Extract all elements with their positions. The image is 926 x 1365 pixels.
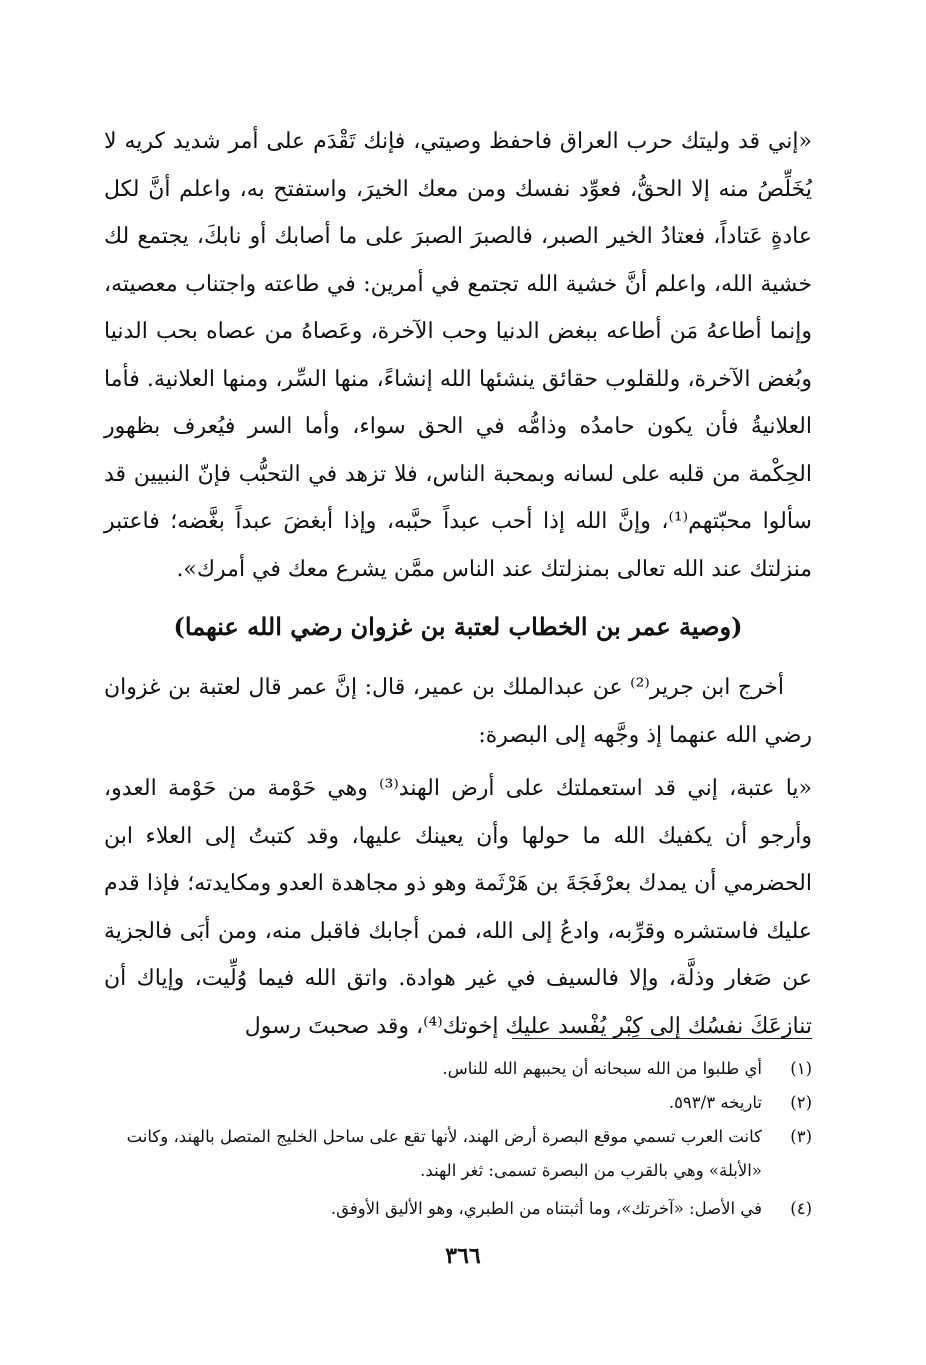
paragraph-umar-advice: «إني قد وليتك حرب العراق فاحفظ وصيتي، فإنك تَقْدَم على أمر شديد كريه لا يُخَلِّصُ منه إلا الحقُّ، فعوِّد نفسك ومن معك الخيرَ، واستفتح به، واعلم أنَّ لكل عادةٍ عَتاداً، فعتادُ الخير الصبر، فالصبرَ الصبرَ على ما أصابك أو نابكَ، يجتمع لك خشية الله، واعلم أنَّ خشية الله تجتمع في أمرين: في طاعته واجتناب معصيته، وإنما أطاعهُ مَن أطاعه ببغض الدنيا وحب الآخرة، وعَصاهُ من عصاه بحب الدنيا وبُغض الآخرة، وللقلوب حقائق ينشئها الله إنشاءً، منها السِّر، ومنها العلانية. فأما العلانيةُ فأن يكون حامدُه وذامُّه في الحق سواء، وأما السر فيُعرف بظهور الحِكْمة من قلبه على لسانه وبمحبة الناس، فلا تزهد في التحبُّب فإنّ النبيين قد سألوا محبّتهم⁽¹⁾، وإنَّ الله إذا أحب عبداً حبَّبه، وإذا أبغضَ عبداً بغَّضه؛ فاعتبر منزلتك عند الله تعالى بمنزلتك عند الناس ممَّن يشرع معك في أمرك». (104, 129, 812, 582)
footnote-text: تاريخه ٥٩٣/٣. (668, 1093, 762, 1112)
footnote-text: أي طلبوا من الله سبحانه أن يحببهم الله للناس. (442, 1059, 762, 1078)
footnote-2 (104, 1086, 812, 1120)
paragraph-utbah-advice: «يا عتبة، إني قد استعملتك على أرض الهند⁽³⁾ وهي حَوْمة من حَوْمة العدو، وأرجو أن يكفيك الله ما حولها وأن يعينك عليها، وقد كتبتُ إلى العلاء ابن الحضرمي أن يمدك بعرْفَجَةَ بن هَرْثَمة وهو ذو مجاهدة العدو ومكايدته؛ فإذا قدم عليك فاستشره وقرِّبه، وادعُ إلى الله، فمن أجابك فاقبل منه، ومن أبَى فالجزية عن صَغار وذلَّة، وإلا فالسيف في غير هوادة. واتق الله فيما وُلِّيت، وإياك أن تنازعَكَ نفسُك إلى كِبْر يُفْسد عليك إخوتك⁽⁴⁾، وقد صحبتَ رسول (104, 776, 812, 1039)
section-heading: (وصية عمر بن الخطاب لعتبة بن غزوان رضي الله عنهما) (173, 612, 743, 641)
footnote-number: (٢) (790, 1093, 812, 1112)
footnote-number: (٤) (790, 1199, 812, 1218)
footnote-divider (512, 1038, 812, 1039)
page-number: ٣٦٦ (445, 1243, 481, 1269)
footnote-text: في الأصل: «آخرتك»، وما أثبتناه من الطبري، وهو الأليق الأوفق. (330, 1199, 762, 1218)
footnote-4 (104, 1192, 812, 1226)
footnote-text: كانت العرب تسمي موقع البصرة أرض الهند، لأنها تقع على ساحل الخليج المتصل بالهند، وكانت «الأبلة» وهي بالقرب من البصرة تسمى: ثغر الهند. (126, 1127, 762, 1180)
footnote-number: (٣) (790, 1127, 812, 1146)
footnote-3 (104, 1120, 812, 1188)
paragraph-narration: أخرج ابن جرير⁽²⁾ عن عبدالملك بن عمير، قال: إنَّ عمر قال لعتبة بن غزوان رضي الله عنهما إذ وجَّهه إلى البصرة: (104, 675, 812, 748)
footnote-number: (١) (790, 1059, 812, 1078)
footnote-1 (104, 1052, 812, 1086)
